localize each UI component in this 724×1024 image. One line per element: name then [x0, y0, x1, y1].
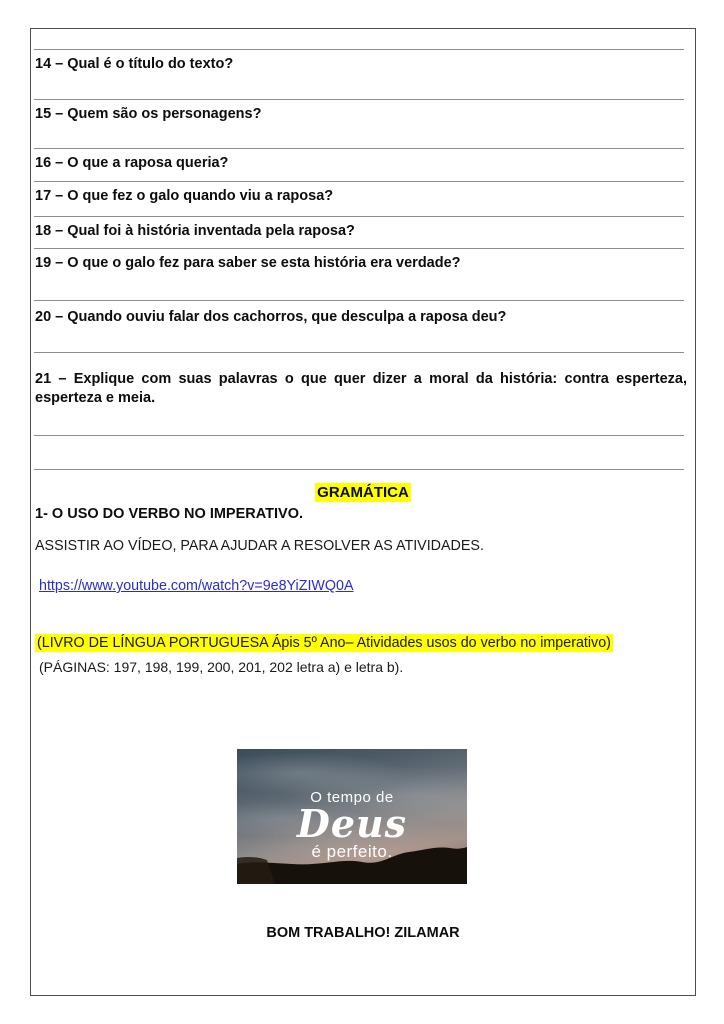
photo-caption-line3: é perfeito. [311, 842, 393, 861]
question-18: 18 – Qual foi à história inventada pela raposa? [35, 223, 355, 239]
answer-line [34, 352, 684, 353]
answer-line [34, 469, 684, 470]
book-reference-highlight: (LIVRO DE LÍNGUA PORTUGUESA Ápis 5º Ano– Atividades usos do verbo no imperativo) [37, 635, 611, 651]
youtube-video-link[interactable]: https://www.youtube.com/watch?v=9e8YiZIWQ0A [39, 578, 354, 594]
question-19: 19 – O que o galo fez para saber se esta história era verdade? [35, 255, 461, 271]
answer-line [34, 181, 684, 182]
answer-line [34, 435, 684, 436]
footer-message: BOM TRABALHO! ZILAMAR [266, 925, 460, 941]
answer-line [34, 99, 684, 100]
question-16: 16 – O que a raposa queria? [35, 155, 229, 171]
photo-caption-line2: Deus [296, 801, 408, 846]
answer-line [34, 248, 684, 249]
answer-line [34, 49, 684, 50]
question-14: 14 – Qual é o título do texto? [35, 56, 234, 72]
question-21: 21 – Explique com suas palavras o que quer dizer a moral da história: contra esperteza, esperteza e meia. [35, 371, 687, 406]
gramatica-title: GRAMÁTICA [317, 484, 409, 501]
pages-reference: (PÁGINAS: 197, 198, 199, 200, 201, 202 letra a) e letra b). [39, 659, 404, 675]
answer-line [34, 148, 684, 149]
photo-caption-line1: O tempo de [310, 789, 394, 806]
question-17: 17 – O que fez o galo quando viu a raposa? [35, 188, 334, 204]
imperative-topic-heading: 1- O USO DO VERBO NO IMPERATIVO. [35, 506, 304, 522]
answer-line [34, 300, 684, 301]
question-15: 15 – Quem são os personagens? [35, 106, 262, 122]
answer-line [34, 216, 684, 217]
question-20: 20 – Quando ouviu falar dos cachorros, que desculpa a raposa deu? [35, 309, 507, 325]
gramatica-heading-row [31, 484, 695, 501]
motivational-image [237, 749, 467, 884]
photo-caption [237, 789, 467, 862]
worksheet-page [30, 28, 696, 996]
video-instruction-text: ASSISTIR AO VÍDEO, PARA AJUDAR A RESOLVER AS ATIVIDADES. [35, 538, 484, 554]
